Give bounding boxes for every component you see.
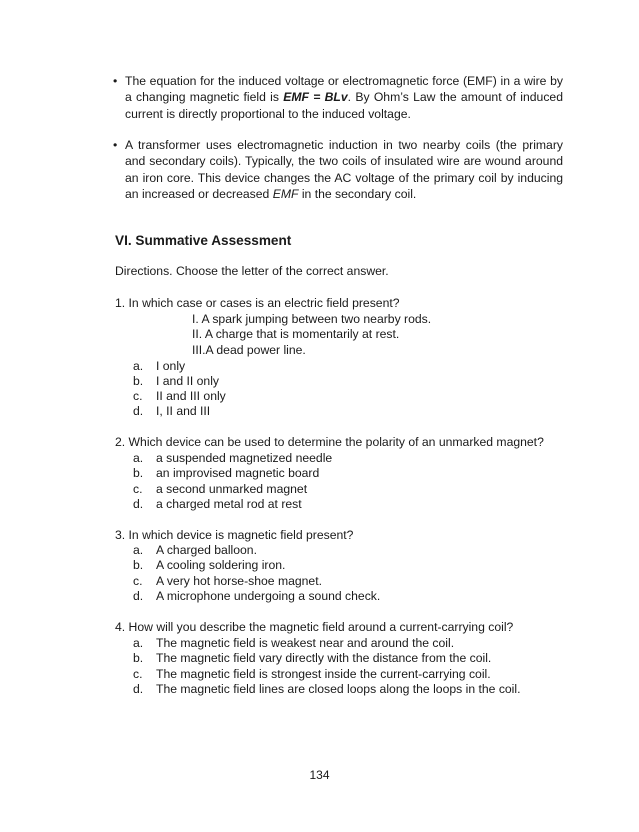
option-text: a suspended magnetized needle (156, 451, 333, 465)
option-letter: c. (133, 389, 143, 403)
option-letter: c. (133, 482, 143, 496)
option-letter: b. (133, 466, 144, 480)
option-letter: a. (133, 451, 144, 465)
bullet-text-part: in the secondary coil. (298, 187, 417, 202)
question-1-statement: III.A dead power line. (192, 343, 306, 357)
option-text: a charged metal rod at rest (156, 497, 302, 511)
question-3-stem: 3. In which device is magnetic field present? (115, 528, 354, 542)
bullet-icon: • (113, 138, 118, 152)
page-number: 134 (309, 768, 330, 782)
option-text: A cooling soldering iron. (156, 558, 286, 572)
option-letter: a. (133, 359, 144, 373)
option-text: A charged balloon. (156, 543, 257, 557)
emf-formula: EMF = BLv (283, 90, 348, 105)
option-letter: d. (133, 682, 144, 696)
bullet-transformer (113, 137, 563, 203)
option-text: I, II and III (156, 404, 211, 418)
bullet-icon: • (113, 74, 118, 88)
option-text: The magnetic field is strongest inside the current-carrying coil. (156, 667, 491, 681)
option-text: an improvised magnetic board (156, 466, 320, 480)
question-4-stem: 4. How will you describe the magnetic field around a current-carrying coil? (115, 620, 514, 634)
question-1-statement: II. A charge that is momentarily at rest. (192, 327, 400, 341)
option-text: I only (156, 359, 186, 373)
option-text: II and III only (156, 389, 226, 403)
question-1-stem: 1. In which case or cases is an electric field present? (115, 296, 400, 310)
option-letter: b. (133, 374, 144, 388)
question-2-stem: 2. Which device can be used to determine the polarity of an unmarked magnet? (115, 435, 544, 449)
bullet-text (125, 73, 563, 122)
option-letter: b. (133, 651, 144, 665)
question-1-statement: I. A spark jumping between two nearby rods. (192, 312, 432, 326)
option-text: The magnetic field vary directly with the distance from the coil. (156, 651, 492, 665)
option-letter: d. (133, 589, 144, 603)
option-letter: d. (133, 497, 144, 511)
option-letter: c. (133, 574, 143, 588)
option-text: A microphone undergoing a sound check. (156, 589, 381, 603)
option-letter: c. (133, 667, 143, 681)
option-text: I and II only (156, 374, 220, 388)
option-letter: b. (133, 558, 144, 572)
section-heading: VI. Summative Assessment (115, 233, 292, 248)
option-text: The magnetic field lines are closed loops along the loops in the coil. (156, 682, 521, 696)
option-letter: a. (133, 543, 144, 557)
option-text: The magnetic field is weakest near and around the coil. (156, 636, 455, 650)
option-letter: a. (133, 636, 144, 650)
bullet-text-part: A transformer uses electromagnetic induction in two nearby coils (the primary and secondary coils). Typically, the two coils of insulated wire are wound around an iron core. This device changes the AC voltage of the primary coil by inducing an increased or decreased (125, 138, 563, 202)
option-text: a second unmarked magnet (156, 482, 308, 496)
bullet-text (125, 137, 563, 203)
option-letter: d. (133, 404, 144, 418)
emf-term: EMF (272, 187, 299, 202)
option-text: A very hot horse-shoe magnet. (156, 574, 322, 588)
bullet-text-part: . By Ohm’s Law the amount of induced current is directly proportional to the induced voltage. (125, 90, 563, 121)
bullet-text-part: The equation for the induced voltage or electromagnetic force (EMF) in a wire by a changing magnetic field is (125, 74, 563, 105)
directions-text: Directions. Choose the letter of the correct answer. (115, 264, 389, 278)
bullet-emf-equation (113, 73, 563, 122)
